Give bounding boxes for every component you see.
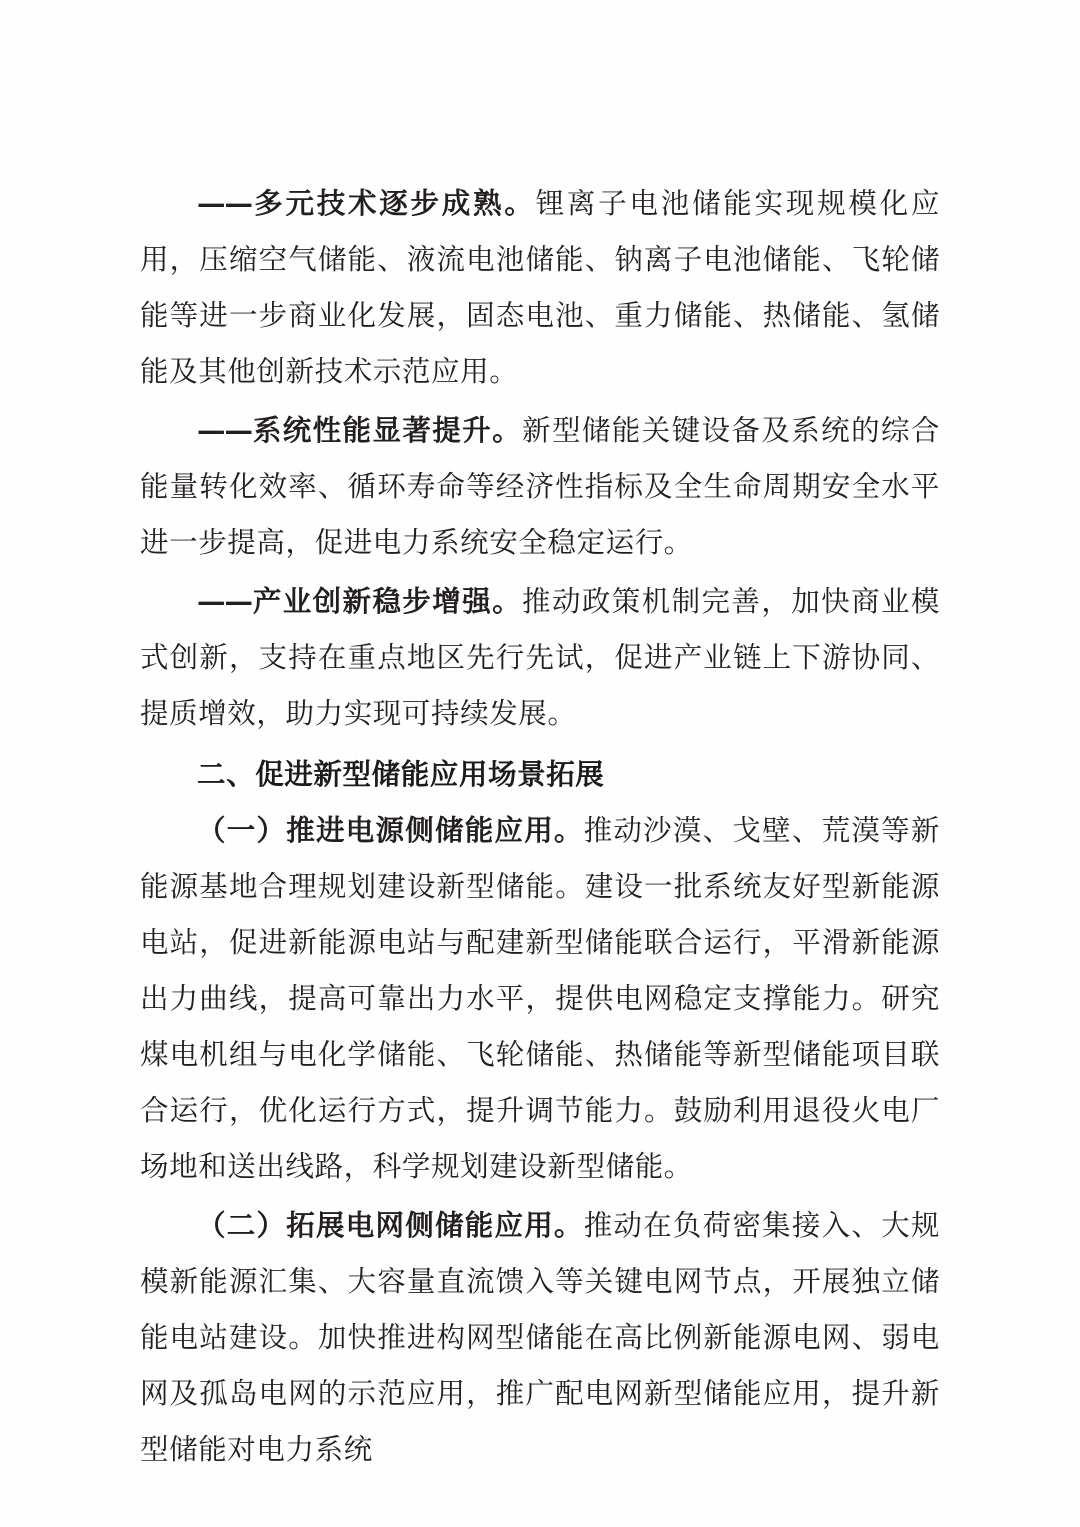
subsection-text-one: 推动沙漠、戈壁、荒漠等新能源基地合理规划建设新型储能。建设一批系统友好型新能源电站，促进新能源电站与配建新型储能联合运行，平滑新能源出力曲线，提高可靠出力水平，提供电网稳定支撑能力。研究煤电机组与电化学储能、飞轮储能、热储能等新型储能项目联合运行，优化运行方式，提升调节能力。鼓励利用退役火电厂场地和送出线路，科学规划建设新型储能。 (140, 814, 940, 1183)
paragraph-text-performance: 新型储能关键设备及系统的综合能量转化效率、循环寿命等经济性指标及全生命周期安全水平进一步提高，促进电力系统安全稳定运行。 (140, 414, 940, 559)
document-body (140, 175, 940, 1478)
paragraph-lead-tech: 多元技术逐步成熟。 (252, 186, 536, 220)
paragraph-dash-tech: —— (197, 186, 252, 220)
paragraph-dash-industry: —— (197, 584, 252, 618)
paragraph-industry (140, 573, 940, 742)
subsection-label-two: （二） (197, 1208, 287, 1242)
paragraph-dash-performance: —— (197, 413, 252, 447)
paragraph-text-tech: 锂离子电池储能实现规模化应用，压缩空气储能、液流电池储能、钠离子电池储能、飞轮储能等进一步商业化发展，固态电池、重力储能、热储能、氢储能及其他创新技术示范应用。 (140, 187, 940, 388)
paragraph-lead-industry: 产业创新稳步增强。 (252, 584, 523, 618)
subsection-lead-one: 推进电源侧储能应用。 (286, 813, 584, 847)
paragraph-performance (140, 402, 940, 571)
subsection-lead-two: 拓展电网侧储能应用。 (286, 1208, 584, 1242)
subsection-one (140, 802, 940, 1195)
subsection-two (140, 1197, 940, 1478)
subsection-label-one: （一） (197, 813, 287, 847)
subsection-text-two: 推动在负荷密集接入、大规模新能源汇集、大容量直流馈入等关键电网节点，开展独立储能电站建设。加快推进构网型储能在高比例新能源电网、弱电网及孤岛电网的示范应用，推广配电网新型储能应用，提升新型储能对电力系统 (140, 1209, 940, 1466)
paragraph-text-industry: 推动政策机制完善，加快商业模式创新，支持在重点地区先行先试，促进产业链上下游协同、提质增效，助力实现可持续发展。 (140, 585, 940, 730)
paragraph-tech (140, 175, 940, 400)
section-heading: 二、促进新型储能应用场景拓展 (197, 757, 605, 791)
paragraph-lead-performance: 系统性能显著提升。 (252, 413, 523, 447)
